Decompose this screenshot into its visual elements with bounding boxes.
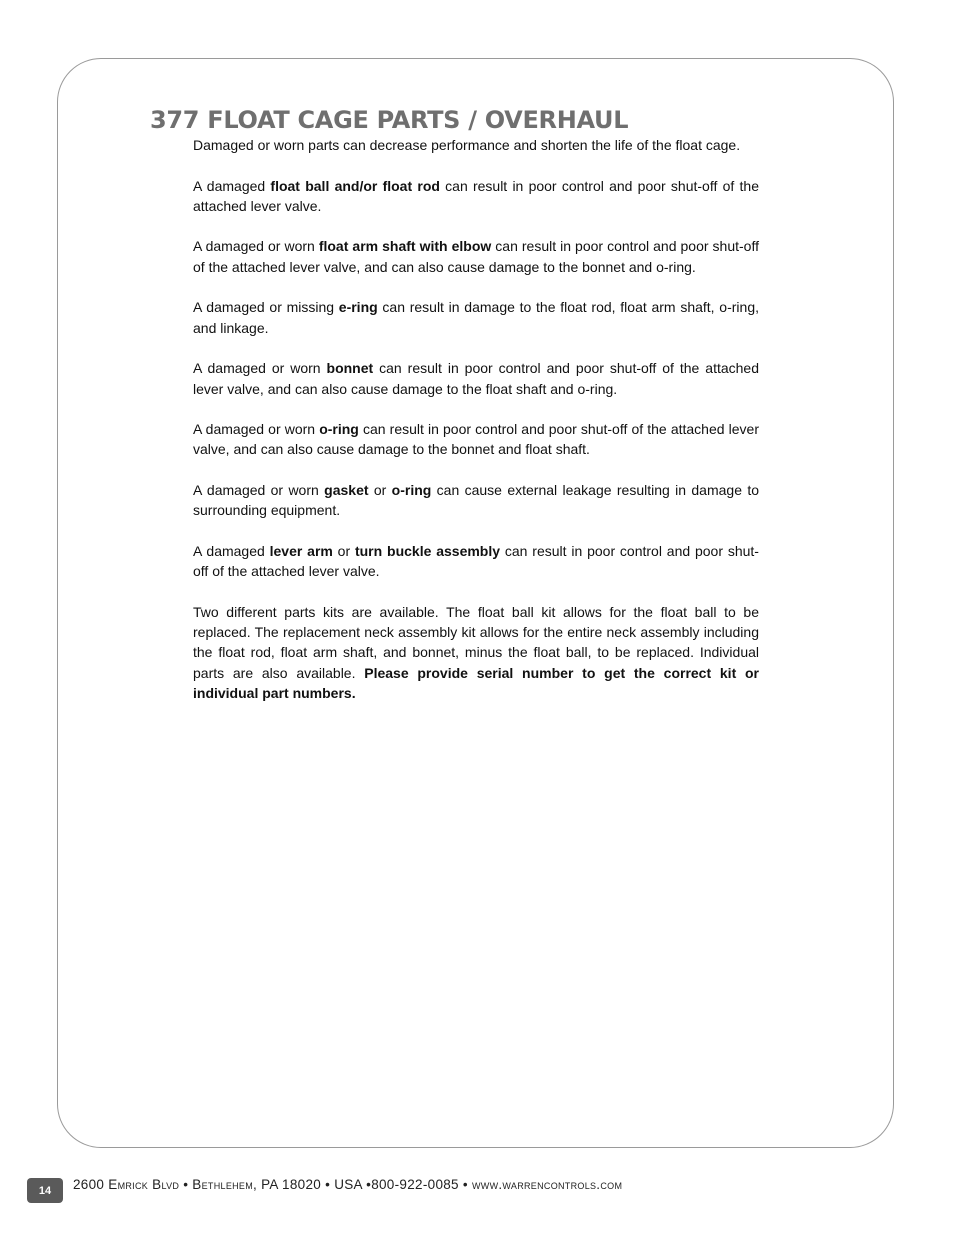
paragraph	[193, 419, 759, 460]
paragraph	[193, 602, 759, 703]
paragraph	[193, 358, 759, 399]
paragraph-text: Two different parts kits are available. The float ball kit allows for the float ball to be replaced. The replacement neck assembly kit allows for the entire neck assembly including the float rod, float arm shaft, and bonnet, minus the float ball, to be replaced. Individual parts are also available.	[193, 603, 759, 681]
bold-term: lever arm	[269, 542, 333, 559]
paragraph-text: A damaged or worn	[193, 360, 327, 377]
paragraph-text: A damaged	[193, 177, 271, 194]
paragraph	[193, 480, 759, 521]
paragraph-text: can result in poor control and poor shut-off of the attached lever valve.	[193, 542, 759, 580]
paragraph-text: or	[368, 482, 392, 499]
page-number-badge	[27, 1178, 63, 1203]
paragraph-text: A damaged or worn	[193, 421, 320, 438]
paragraph	[193, 297, 759, 338]
bold-term: bonnet	[326, 360, 374, 377]
bold-term: float arm shaft with elbow	[318, 238, 492, 255]
paragraph-text: can cause external leakage resulting in damage to surrounding equipment.	[193, 482, 760, 519]
paragraph-text: can result in poor control and poor shut-off of the attached lever valve, and can also cause damage to the bonnet and o-ring.	[193, 238, 759, 275]
footer-address: 2600 Emrick Blvd • Bethlehem, PA 18020 • USA •800-922-0085 • www.warrencontrols.com	[73, 1177, 623, 1192]
paragraph-text: Damaged or worn parts can decrease performance and shorten the life of the float cage.	[193, 137, 741, 153]
paragraph-text: A damaged or worn	[193, 238, 319, 255]
paragraph	[193, 135, 759, 155]
paragraph	[193, 541, 759, 582]
paragraph-text: or	[332, 542, 355, 559]
bold-term: turn buckle assembly	[354, 542, 501, 559]
paragraph-text: can result in poor control and poor shut-off of the attached lever valve, and can also cause damage to the bonnet and float shaft.	[193, 421, 759, 458]
bold-term: o-ring	[319, 421, 359, 438]
paragraph	[193, 176, 759, 217]
body-content	[193, 135, 759, 724]
bold-term: e-ring	[338, 299, 378, 316]
paragraph	[193, 236, 759, 277]
paragraph-text: A damaged	[193, 542, 270, 559]
bold-term: gasket	[324, 482, 369, 499]
paragraph-text: can result in poor control and poor shut-off of the attached lever valve.	[193, 177, 759, 214]
paragraph-text: can result in poor control and poor shut-off of the attached lever valve, and can also cause damage to the float shaft and o-ring.	[193, 360, 759, 397]
bold-term: o-ring	[391, 482, 432, 499]
page-number: 14	[38, 1184, 52, 1197]
bold-term: Please provide serial number to get the correct kit or individual part numbers.	[193, 664, 759, 702]
bold-term: float ball and/or float rod	[270, 177, 440, 194]
paragraph-text: A damaged or missing	[193, 299, 339, 316]
page-title: 377 FLOAT CAGE PARTS / OVERHAUL	[150, 106, 629, 134]
paragraph-text: A damaged or worn	[193, 482, 325, 499]
paragraph-text: can result in damage to the float rod, float arm shaft, o-ring, and linkage.	[193, 299, 759, 336]
